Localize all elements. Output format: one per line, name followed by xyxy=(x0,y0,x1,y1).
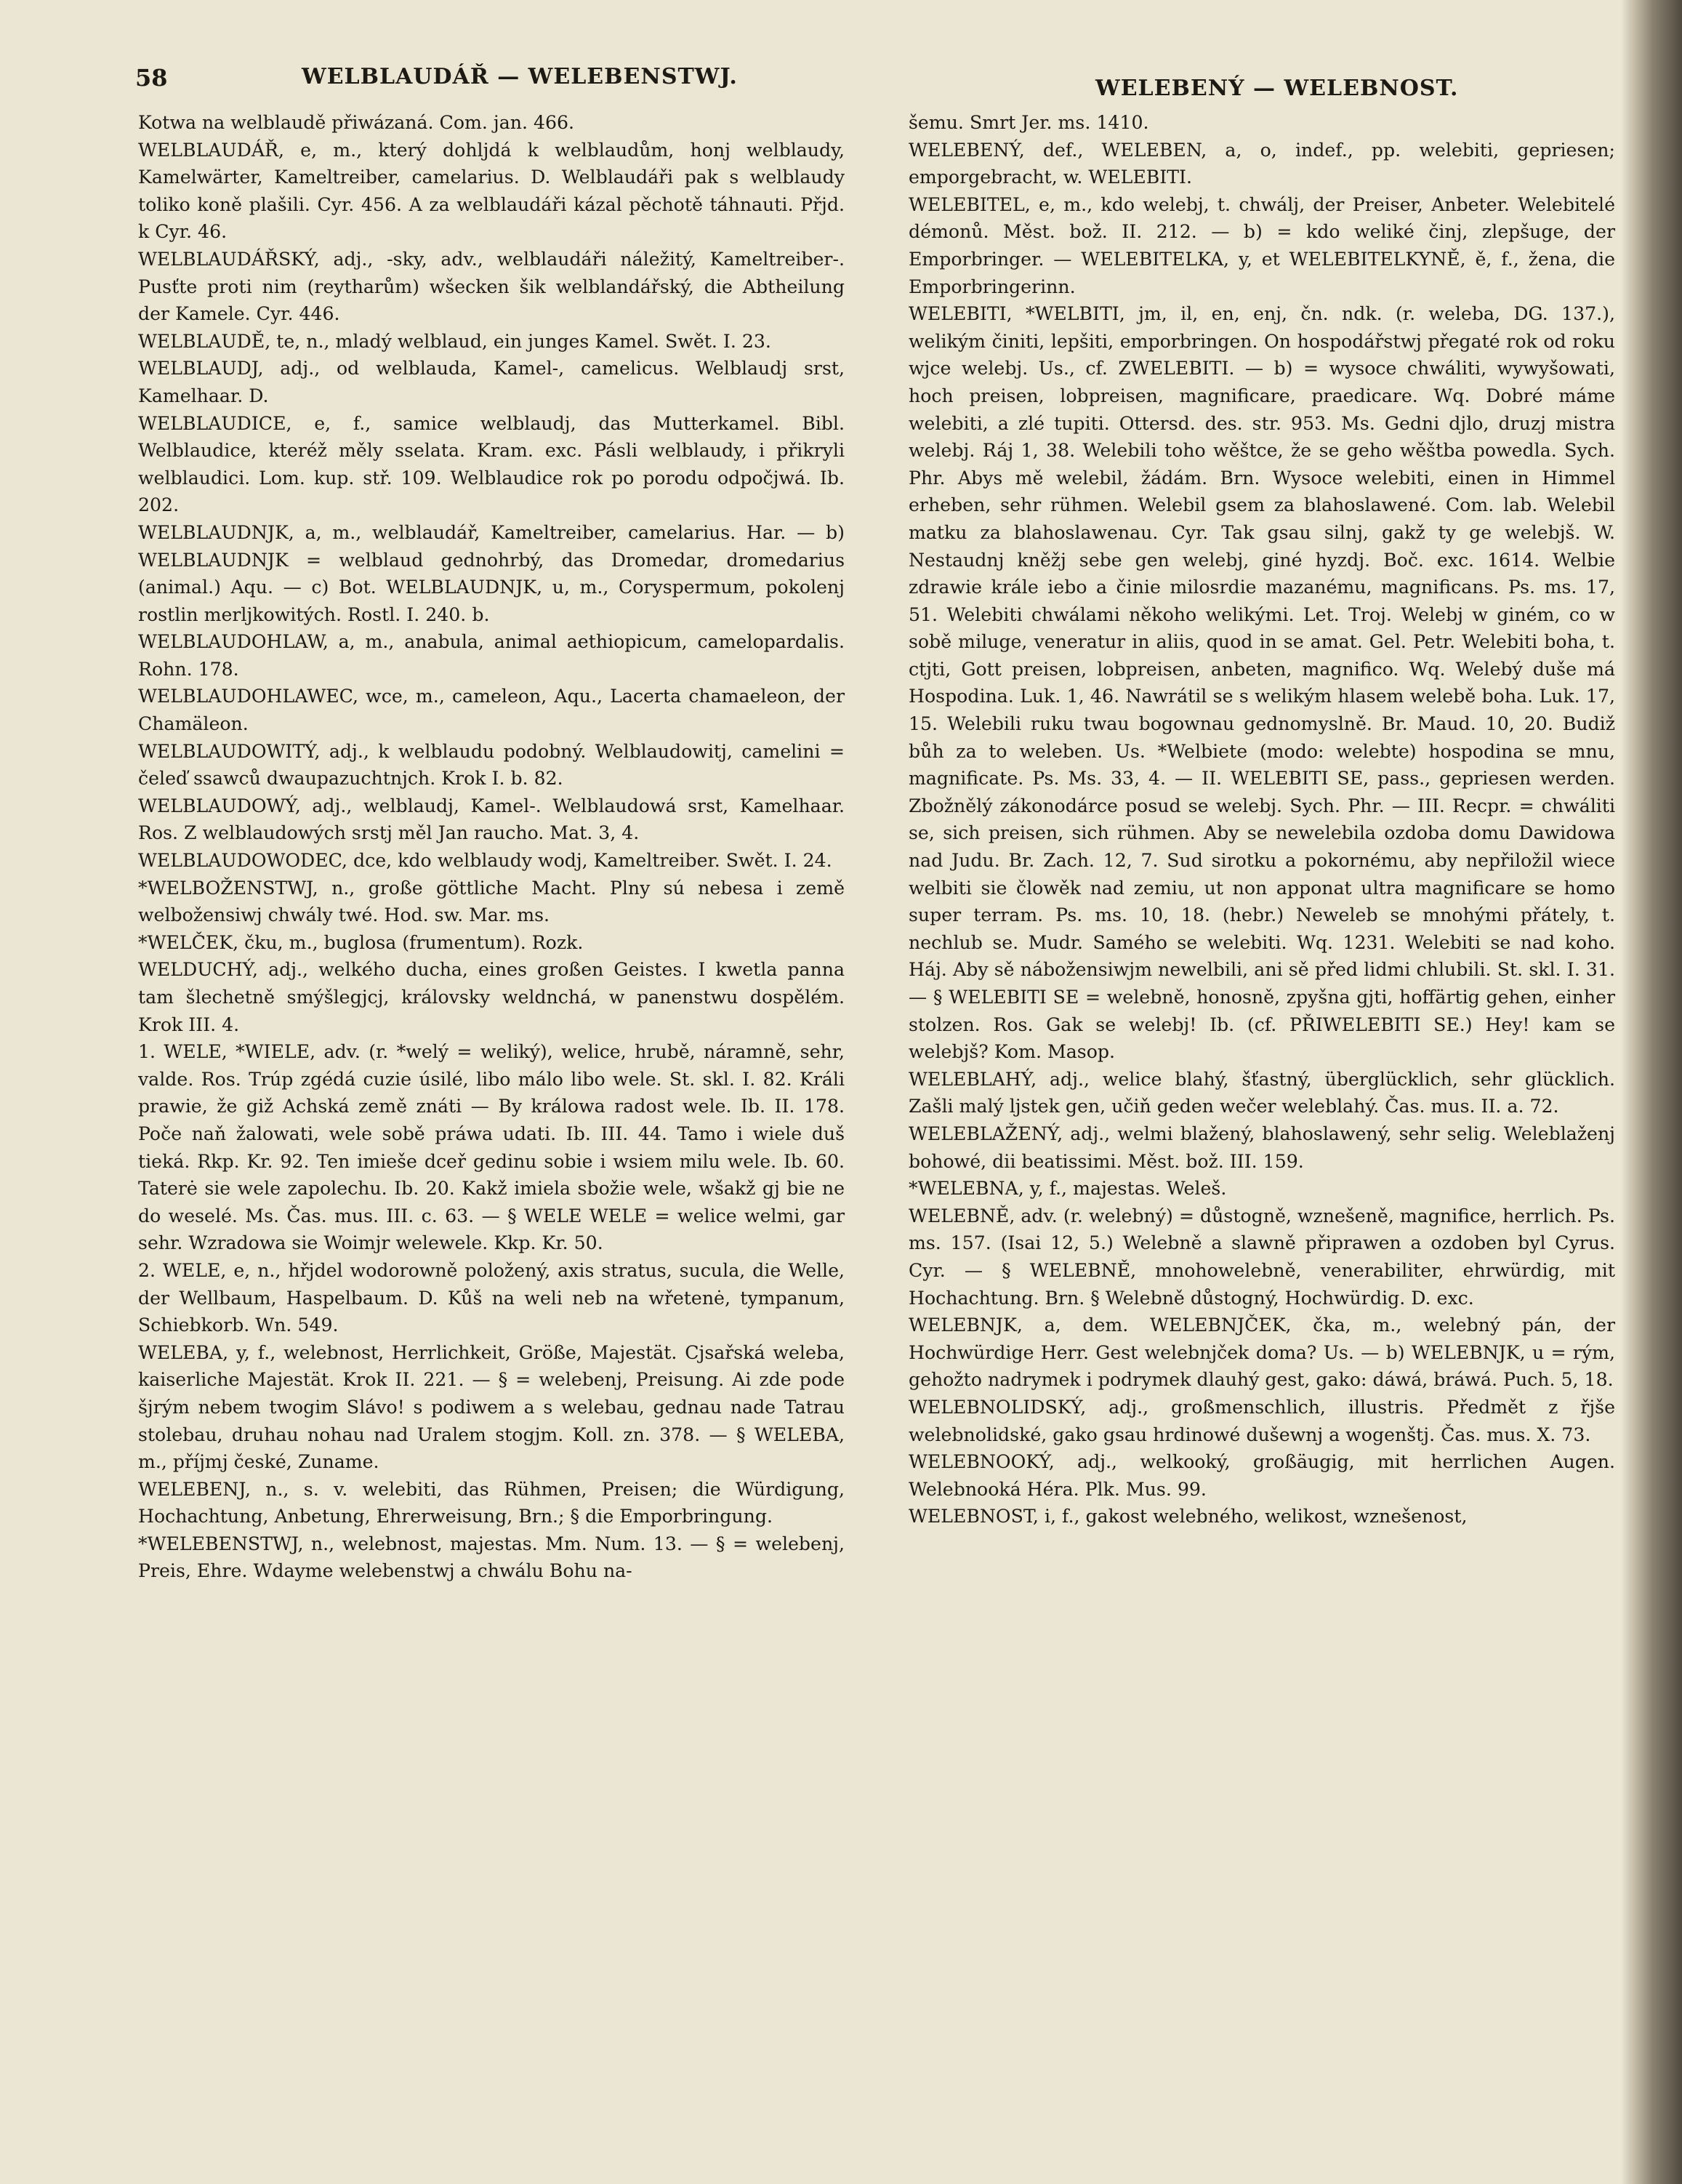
entry-paragraph: *WELEBENSTWJ, n., welebnost, majestas. Mm. Num. 13. — § = welebenj, Preis, Ehre. Wdayme welebenstwj a chwálu Bohu na- xyxy=(138,1533,845,1582)
entry-paragraph: WELEBA, y, f., welebnost, Herrlichkeit, Größe, Majestät. Cjsařská weleba, kaiserliche Majestät. Krok II. 221. — § = welebenj, Preisung. Ai zde pode šjrým nebem twogim Slávo! s podiwem a s welebau, gednau nade Tatrau stolebau, druhau nohau nad Uralem stogjm. Koll. zn. 378. — § WELEBA, m., příjmj české, Zuname. xyxy=(138,1341,845,1473)
entry-paragraph: WELEBENÝ, def., WELEBEN, a, o, indef., pp. welebiti, gepriesen; emporgebracht, w. WELEBITI. xyxy=(909,139,1615,188)
entry-paragraph: *WELBOŽENSTWJ, n., große göttliche Macht. Plny sú nebesa i země welbožensiwj chwály twé. Hod. sw. Mar. ms. xyxy=(138,877,845,926)
page-number: 58 xyxy=(135,64,168,92)
entry-paragraph: WELBLAUDĚ, te, n., mladý welblaud, ein junges Kamel. Swět. I. 23. xyxy=(138,330,771,352)
entry-paragraph: WELBLAUDICE, e, f., samice welblaudj, das Mutterkamel. Bibl. Welblaudice, kteréž měly sselata. Kram. exc. Pásli welblaudy, i přikryli welblaudici. Lom. kup. stř. 109. Welblaudice rok po porodu odpočjwá. Ib. 202. xyxy=(138,412,845,516)
entry-paragraph: WELEBITEL, e, m., kdo welebj, t. chwálj, der Preiser, Anbeter. Welebitelé démonů. Měst. bož. II. 212. — b) = kdo weliké činj, zlepšuge, der Emporbringer. — WELEBITELKA, y, et WELEBITELKYNĚ, ě, f., žena, die Emporbringerinn. xyxy=(909,193,1615,297)
page-gutter-shadow xyxy=(1621,0,1631,2184)
entry-paragraph: WELBLAUDOHLAWEC, wce, m., cameleon, Aqu., Lacerta chamaeleon, der Chamäleon. xyxy=(138,686,845,735)
entry-paragraph: WELDUCHÝ, adj., welkého ducha, eines großen Geistes. I kwetla panna tam šlechetně smýšlegjcj, královsky weldnchá, w panenstwu dospělém. Krok III. 4. xyxy=(138,959,845,1035)
entry-paragraph: WELEBNĚ, adv. (r. welebný) = důstogně, wznešeně, magnifice, herrlich. Ps. ms. 157. (Isai 12, 5.) Welebně a slawně připrawen a ozdoben byl Cyrus. Cyr. — § WELEBNĚ, mnohowelebně, venerabiliter, ehrwürdig, mit Hochachtung. Brn. § Welebně důstogný, Hochwürdig. D. exc. xyxy=(909,1205,1615,1309)
entry-paragraph: WELBLAUDOWODEC, dce, kdo welblaudy wodj, Kameltreiber. Swět. I. 24. xyxy=(138,850,832,872)
entry-paragraph: Kotwa na welblaudě přiwázaná. Com. jan. 466. xyxy=(138,112,575,133)
left-column xyxy=(138,109,845,1585)
entry-paragraph: *WELČEK, čku, m., buglosa (frumentum). Rozk. xyxy=(138,931,584,953)
entry-paragraph: WELBLAUDOWÝ, adj., welblaudj, Kamel-. Welblaudowá srst, Kamelhaar. Ros. Z welblaudowých srstj měl Jan raucho. Mat. 3, 4. xyxy=(138,795,845,844)
entry-paragraph: šemu. Smrt Jer. ms. 1410. xyxy=(909,112,1149,133)
entry-paragraph: WELEBITI, *WELBITI, jm, il, en, enj, čn. ndk. (r. weleba, DG. 137.), welikým činiti, lepšiti, emporbringen. On hospodářstwj přegaté rok od roku wjce welebj. Us., cf. ZWELEBITI. — b) = wysoce chwáliti, wywyšowati, hoch preisen, lobpreisen, magnificare, praedicare. Wq. Dobré máme welebiti, a zlé tupiti. Ottersd. des. str. 953. Ms. Gedni djlo, druzj mistra welebj. Ráj 1, 38. Welebili toho wěštce, že se geho wěštba powedla. Sych. Phr. Abys mě welebil, žádám. Brn. Wysoce welebiti, einen in Himmel erheben, sehr rühmen. Welebil gsem za blahoslawené. Com. lab. Welebil matku za blahoslawenau. Cyr. Tak gsau silnj, gakž ty ge welebjš. W. Nestaudnj kněžj sebe gen welebj, giné hyzdj. Boč. exc. 1614. Welbie zdrawie krále iebo a činie milosrdie mazanému, magnificans. Ps. ms. 17, 51. Welebiti chwálami někoho welikými. Let. Troj. Welebj w giném, co w sobě miluge, veneratur in aliis, quod in se amat. Gel. Petr. Welebiti boha, t. ctjti, Gott preisen, lobpreisen, anbeten, magnifico. Wq. Welebý duše má Hospodina. Luk. 1, 46. Nawrátil se s welikým hlasem welebě boha. Luk. 17, 15. Welebili ruku twau bogownau gednomyslně. Br. Maud. 10, 20. Budiž bůh za to weleben. Us. *Welbiete (modo: welebte) hospodina se mnu, magnificate. Ps. Ms. 33, 4. — II. WELEBITI SE, pass., gepriesen werden. Zbožnělý zákonodárce posud se welebj. Sych. Phr. — III. Recpr. = chwáliti se, sich preisen, sich rühmen. Aby se newelebila ozdoba domu Dawidowa nad Judu. Br. Zach. 12, 7. Sud sirotku a pokornému, aby nepřiložil wiece welbiti sie člowěk nad zemiu, ut non apponat ultra magnificare se homo super terram. Ps. ms. 10, 18. (hebr.) Neweleb se mnohými přátely, t. nechlub se. Mudr. Samého se welebiti. Wq. 1231. Welebiti se nad koho. Háj. Aby sě nábožensiwjm newelbili, ani sě před lidmi chlubili. St. skl. I. 31. — § WELEBITI SE = welebně, honosně, zpyšna gjti, hoffärtig gehen, einher stolzen. Ros. Gak se welebj! Ib. (cf. PŘIWELEBITI SE.) Hey! kam se welebjš? Kom. Masop. xyxy=(909,303,1615,1063)
entry-paragraph: WELEBLAŽENÝ, adj., welmi blažený, blahoslawený, sehr selig. Weleblaženj bohowé, dii beatissimi. Měst. bož. III. 159. xyxy=(909,1123,1615,1172)
entry-paragraph: WELBLAUDOHLAW, a, m., anabula, animal aethiopicum, camelopardalis. Rohn. 178. xyxy=(138,631,845,680)
entry-paragraph: WELBLAUDNJK, a, m., welblaudář, Kameltreiber, camelarius. Har. — b) WELBLAUDNJK = welblaud gednohrbý, das Dromedar, dromedarius (animal.) Aqu. — c) Bot. WELBLAUDNJK, u, m., Coryspermum, pokolenj rostlin merljkowitých. Rostl. I. 240. b. xyxy=(138,521,845,625)
entry-paragraph: WELBLAUDÁŘSKÝ, adj., -sky, adv., welblaudáři náležitý, Kameltreiber-. Pusťte proti nim (reytharům) wšecken šik welblandářský, die Abtheilung der Kamele. Cyr. 446. xyxy=(138,248,845,325)
entry-paragraph: WELEBLAHÝ, adj., welice blahý, šťastný, überglücklich, sehr glücklich. Zašli malý ljstek gen, učiň geden wečer weleblahý. Čas. mus. II. a. 72. xyxy=(909,1068,1615,1117)
entry-paragraph: WELBLAUDÁŘ, e, m., který dohljdá k welblaudům, honj welblaudy, Kamelwärter, Kameltreiber, camelarius. D. Welblaudáři pak s welblaudy toliko koně plašili. Cyr. 456. A za welblaudáři kázal pěchotě táhnauti. Přjd. k Cyr. 46. xyxy=(138,139,845,243)
entry-paragraph: WELEBNOST, i, f., gakost welebného, welikost, wznešenost, xyxy=(909,1506,1468,1527)
entry-paragraph: *WELEBNA, y, f., majestas. Weleš. xyxy=(909,1178,1227,1200)
running-head-right: WELEBENÝ — WELEBNOST. xyxy=(1095,76,1459,101)
entry-paragraph: WELEBNOOKÝ, adj., welkooký, großäugig, mit herrlichen Augen. Welebnooká Héra. Plk. Mus. 99. xyxy=(909,1451,1615,1500)
running-head-left: WELBLAUDÁŘ — WELEBENSTWJ. xyxy=(302,64,738,89)
entry-paragraph: WELBLAUDJ, adj., od welblauda, Kamel-, camelicus. Welblaudj srst, Kamelhaar. D. xyxy=(138,358,845,406)
entry-paragraph: WELEBENJ, n., s. v. welebiti, das Rühmen, Preisen; die Würdigung, Hochachtung, Anbetung, Ehrerweisung, Brn.; § die Emporbringung. xyxy=(138,1478,845,1527)
entry-paragraph: WELEBNOLIDSKÝ, adj., großmenschlich, illustris. Předmět z řjše welebnolidské, gako gsau hrdinowé dušewnj a wogenštj. Čas. mus. X. 73. xyxy=(909,1396,1615,1445)
entry-paragraph: 2. WELE, e, n., hřjdel wodorowně položený, axis stratus, sucula, die Welle, der Wellbaum, Haspelbaum. D. Kůš na weli neb na wřetenė, tympanum, Schiebkorb. Wn. 549. xyxy=(138,1259,845,1336)
entry-paragraph: WELBLAUDOWITÝ, adj., k welblaudu podobný. Welblaudowitj, camelini = čeleď ssawců dwaupazuchtnjch. Krok I. b. 82. xyxy=(138,740,845,790)
entry-paragraph: 1. WELE, *WIELE, adv. (r. *welý = weliký), welice, hrubě, náramně, sehr, valde. Ros. Trúp zgédá cuzie úsilé, libo málo libo wele. St. skl. I. 82. Králi prawie, že giž Achská země znáti — By králowa radost wele. Ib. II. 178. Poče naň žalowati, wele sobě práwa udati. Ib. III. 44. Tamo i wiele duš tieká. Rkp. Kr. 92. Ten imieše dceř gedinu sobie i wsiem milu wele. Ib. 60. Taterė sie wele zapolechu. Ib. 20. Kakž imiela sbožie wele, wšakž gj bie ne do weselé. Ms. Čas. mus. III. c. 63. — § WELE WELE = welice welmi, gar sehr. Wzradowa sie Woimjr welewele. Kkp. Kr. 50. xyxy=(138,1041,845,1254)
entry-paragraph: WELEBNJK, a, dem. WELEBNJČEK, čka, m., welebný pán, der Hochwürdige Herr. Gest welebnjček doma? Us. — b) WELEBNJK, u = rým, gehožto nadrymek i podrymek dlauhý gest, gako: dáwá, bráwá. Puch. 5, 18. xyxy=(909,1314,1615,1391)
right-column xyxy=(909,109,1615,1530)
page-edge xyxy=(1631,0,1682,2184)
